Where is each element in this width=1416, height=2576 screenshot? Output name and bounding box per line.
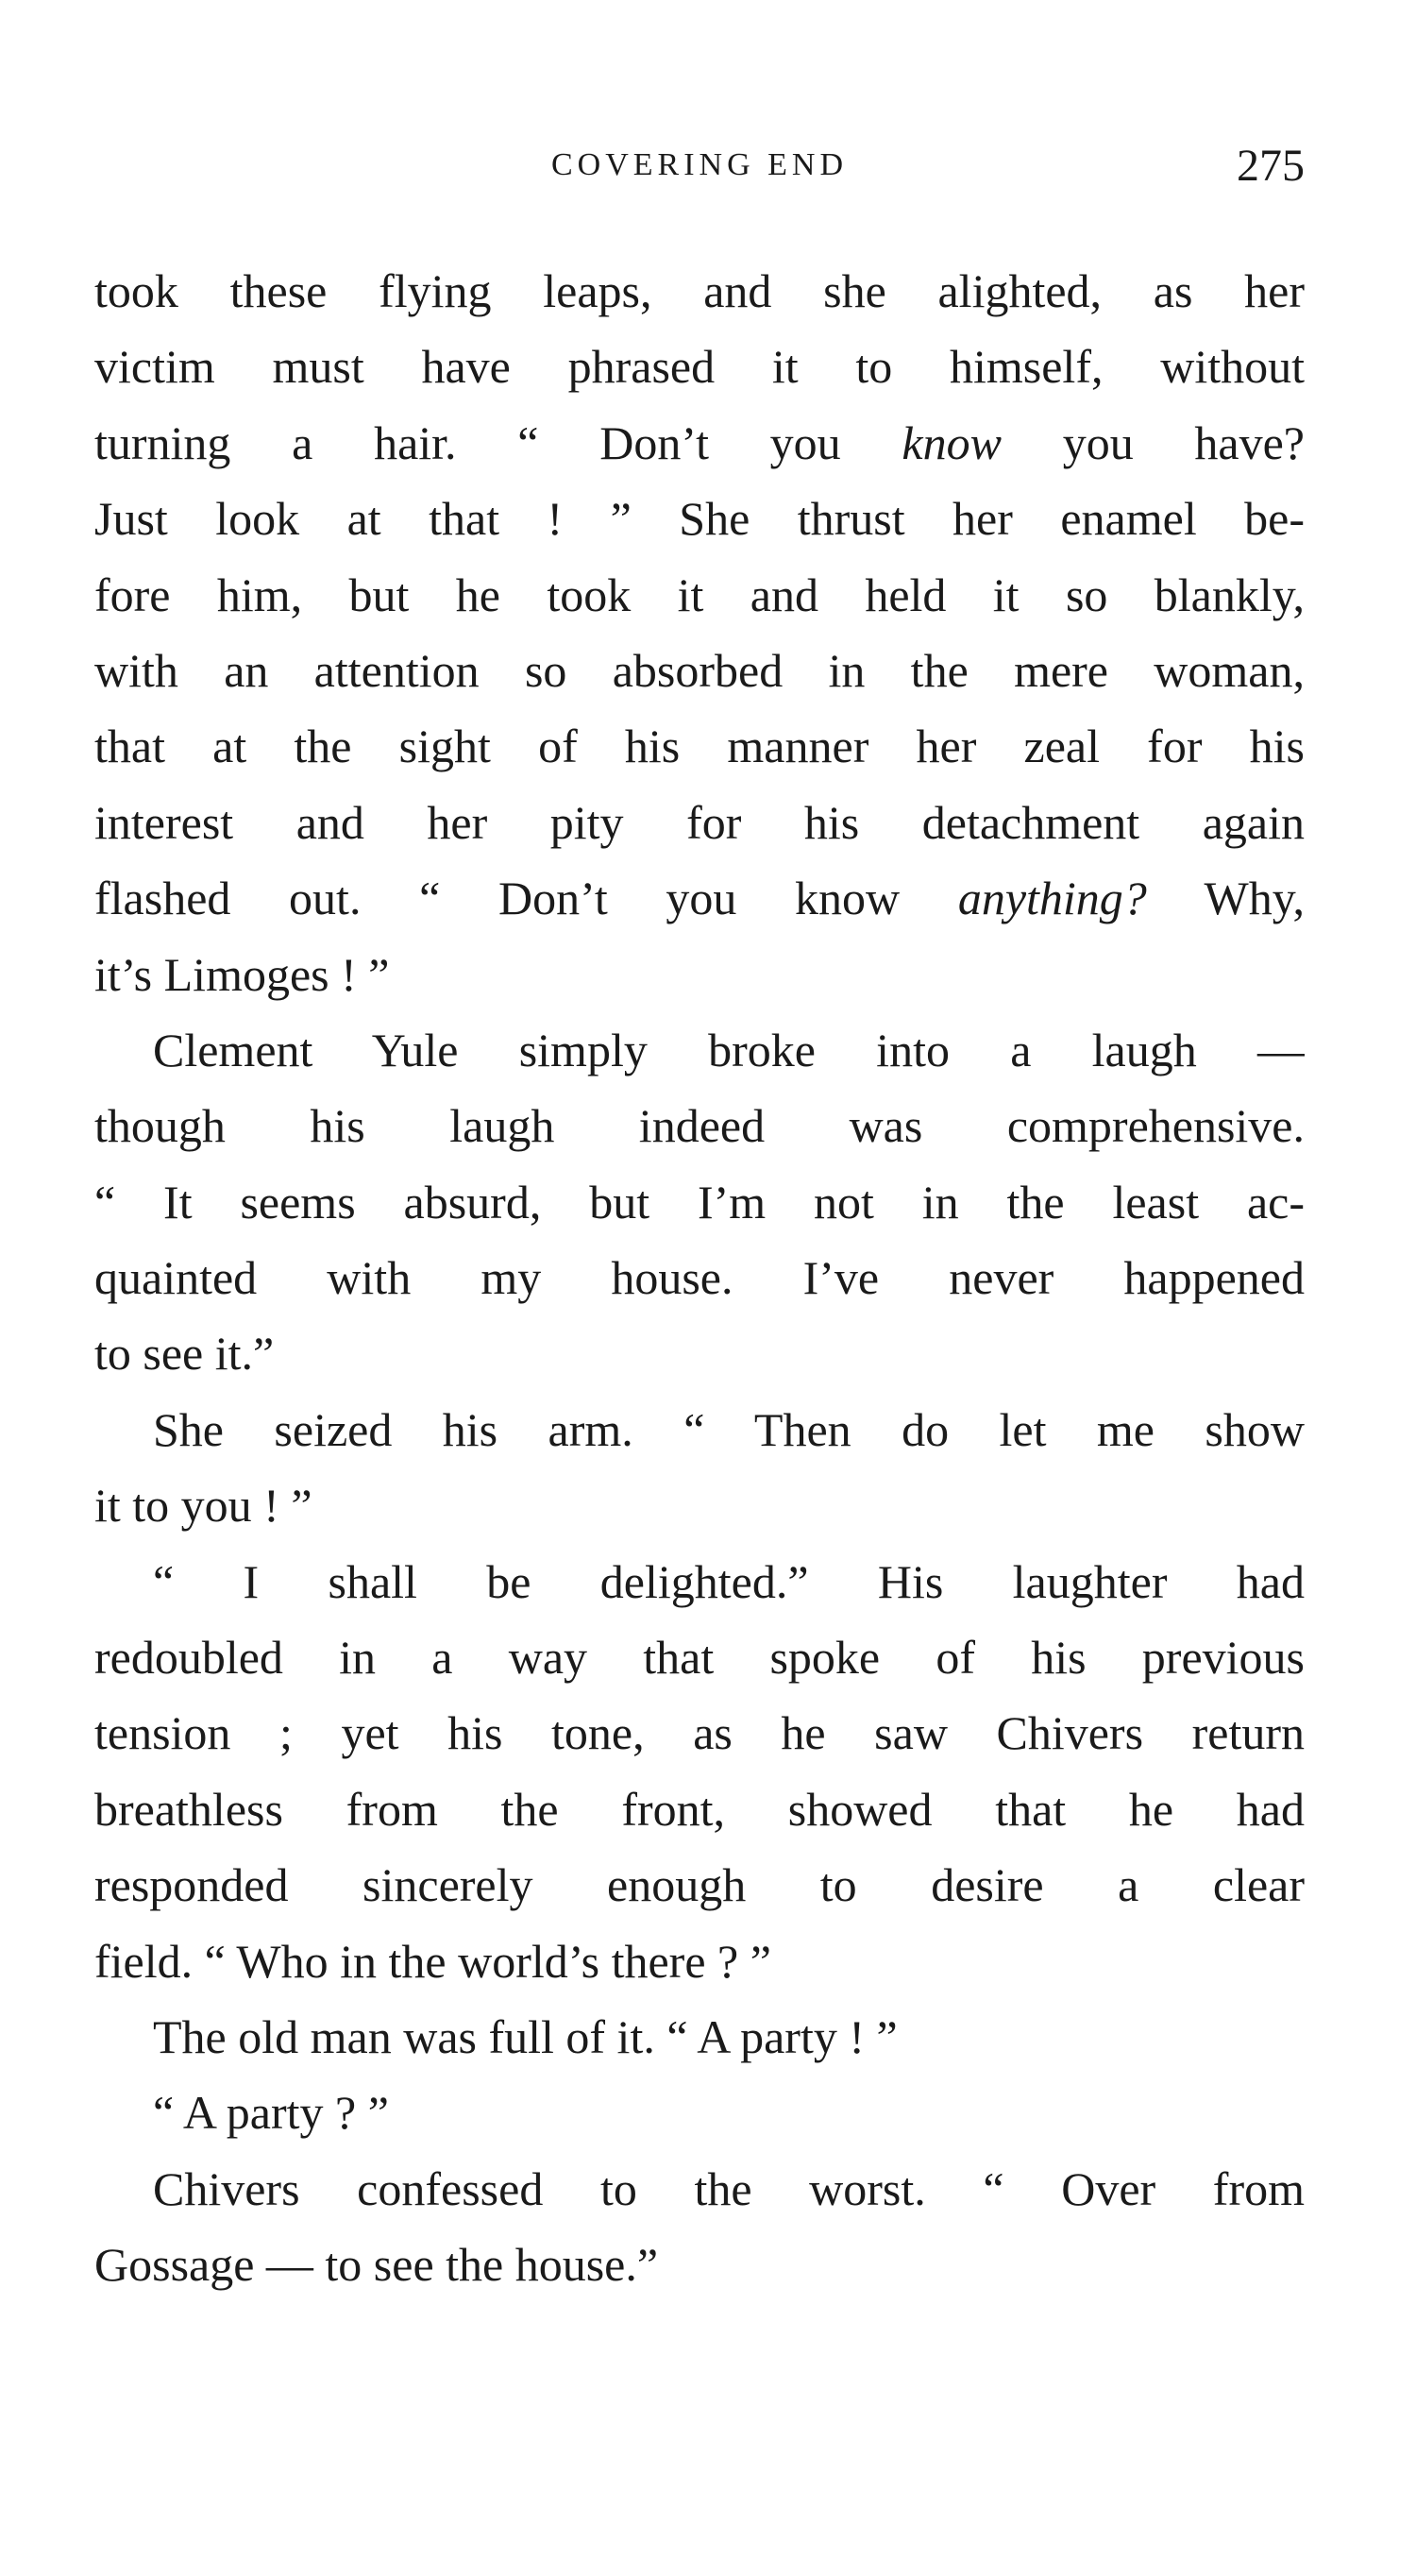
italic-emphasis: know xyxy=(902,415,1002,469)
text-line: it’s Limoges ! ” xyxy=(94,947,390,1001)
text-segment: turning a hair. “ Don’t you xyxy=(94,415,902,469)
text-segment: flashed out. “ Don’t you know xyxy=(94,872,958,925)
text-line: with an attention so absorbed in the mere woman, xyxy=(94,643,1305,697)
text-line: She seized his arm. “ Then do let me show xyxy=(153,1402,1305,1456)
text-line: Chivers confessed to the worst. “ Over from xyxy=(153,2161,1305,2215)
text-line: Clement Yule simply broke into a laugh — xyxy=(153,1023,1305,1076)
text-line: “ I shall be delighted.” His laughter had xyxy=(153,1554,1305,1608)
text-line: responded sincerely enough to desire a clear xyxy=(94,1858,1305,1912)
italic-emphasis: anything? xyxy=(957,872,1147,925)
text-line: it to you ! ” xyxy=(94,1479,312,1533)
text-line: The old man was full of it. “ A party ! ” xyxy=(153,2009,898,2063)
text-line: tension ; yet his tone, as he saw Chivers return xyxy=(94,1706,1305,1760)
text-line: “ It seems absurd, but I’m not in the least ac- xyxy=(94,1175,1305,1229)
text-line: quainted with my house. I’ve never happened xyxy=(94,1251,1305,1305)
body-text xyxy=(94,253,1305,2303)
page-header xyxy=(94,142,1305,198)
text-line: fore him, but he took it and held it so blankly, xyxy=(94,568,1305,621)
text-line xyxy=(94,860,1305,936)
text-segment: Why, xyxy=(1146,872,1305,925)
text-line: to see it.” xyxy=(94,1327,275,1381)
text-segment: you have? xyxy=(1001,415,1305,469)
text-line: though his laugh indeed was comprehensive. xyxy=(94,1099,1305,1153)
text-line: took these flying leaps, and she alighted, as her xyxy=(94,264,1305,317)
text-line: breathless from the front, showed that he had xyxy=(94,1782,1305,1836)
text-line: that at the sight of his manner her zeal for his xyxy=(94,720,1305,773)
text-line: field. “ Who in the world’s there ? ” xyxy=(94,1934,771,1988)
running-title: COVERING END xyxy=(550,147,849,182)
text-line: victim must have phrased it to himself, without xyxy=(94,340,1305,394)
text-line: interest and her pity for his detachment again xyxy=(94,795,1305,849)
page-number: 275 xyxy=(1237,141,1305,191)
text-line: redoubled in a way that spoke of his previous xyxy=(94,1631,1305,1685)
text-line: Just look at that ! ” She thrust her enamel be- xyxy=(94,492,1305,546)
text-line xyxy=(94,405,1305,481)
text-line: Gossage — to see the house.” xyxy=(94,2238,659,2292)
text-line: “ A party ? ” xyxy=(153,2086,389,2140)
